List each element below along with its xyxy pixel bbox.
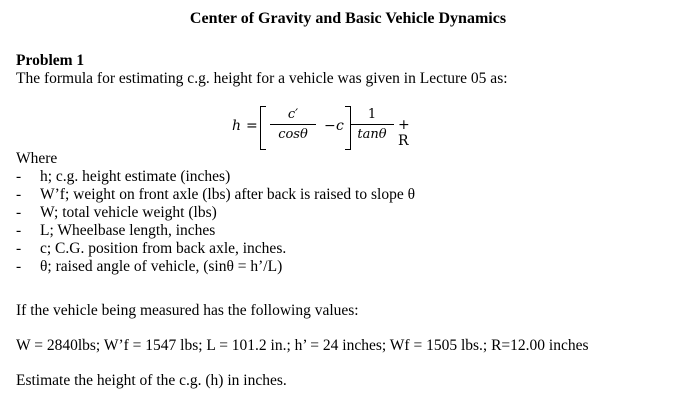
definition-text: W’f; weight on front axle (lbs) after back is raised to slope θ [40,186,415,203]
definition-text: θ; raised angle of vehicle, (sinθ = h’/L) [40,258,283,275]
where-label: Where [16,150,58,167]
fraction-one-over-tan [350,106,394,145]
page-title: Center of Gravity and Basic Vehicle Dynamics [189,10,507,27]
bullet-dash: - [16,222,22,239]
formula-c: c [336,118,344,134]
formula-minus: − [324,118,336,134]
list-item [16,240,415,258]
definition-text: W; total vehicle weight (lbs) [40,204,217,221]
list-item [16,204,415,222]
left-bracket [260,106,266,150]
bullet-dash: - [16,168,22,185]
bullet-dash: - [16,258,22,275]
formula-plus-r: + R [398,117,410,149]
fraction-c-prime-over-cos [270,106,316,145]
frac1-denominator: cosθ [278,127,308,142]
bullet-dash: - [16,204,22,221]
list-item [16,168,415,186]
frac1-numerator: c′ [287,107,299,122]
given-values: W = 2840lbs; W’f = 1547 lbs; L = 101.2 in.; h’ = 24 inches; Wf = 1505 lbs.; R=12.00 inches [16,337,589,354]
list-item [16,186,415,204]
list-item [16,258,415,276]
values-intro: If the vehicle being measured has the following values: [16,302,359,319]
frac2-numerator: 1 [367,107,377,122]
frac2-denominator: tanθ [357,127,387,142]
definition-text: h; c.g. height estimate (inches) [40,168,231,185]
bullet-dash: - [16,186,22,203]
task-text: Estimate the height of the c.g. (h) in inches. [16,372,287,389]
formula-lhs: h [232,118,242,134]
list-item [16,222,415,240]
intro-text: The formula for estimating c.g. height for a vehicle was given in Lecture 05 as: [16,70,508,87]
definition-text: c; C.G. position from back axle, inches. [40,240,287,257]
definition-text: L; Wheelbase length, inches [40,222,216,239]
definition-list [16,168,415,276]
bullet-dash: - [16,240,22,257]
problem-heading: Problem 1 [16,52,85,69]
formula-equals: = [246,118,258,134]
